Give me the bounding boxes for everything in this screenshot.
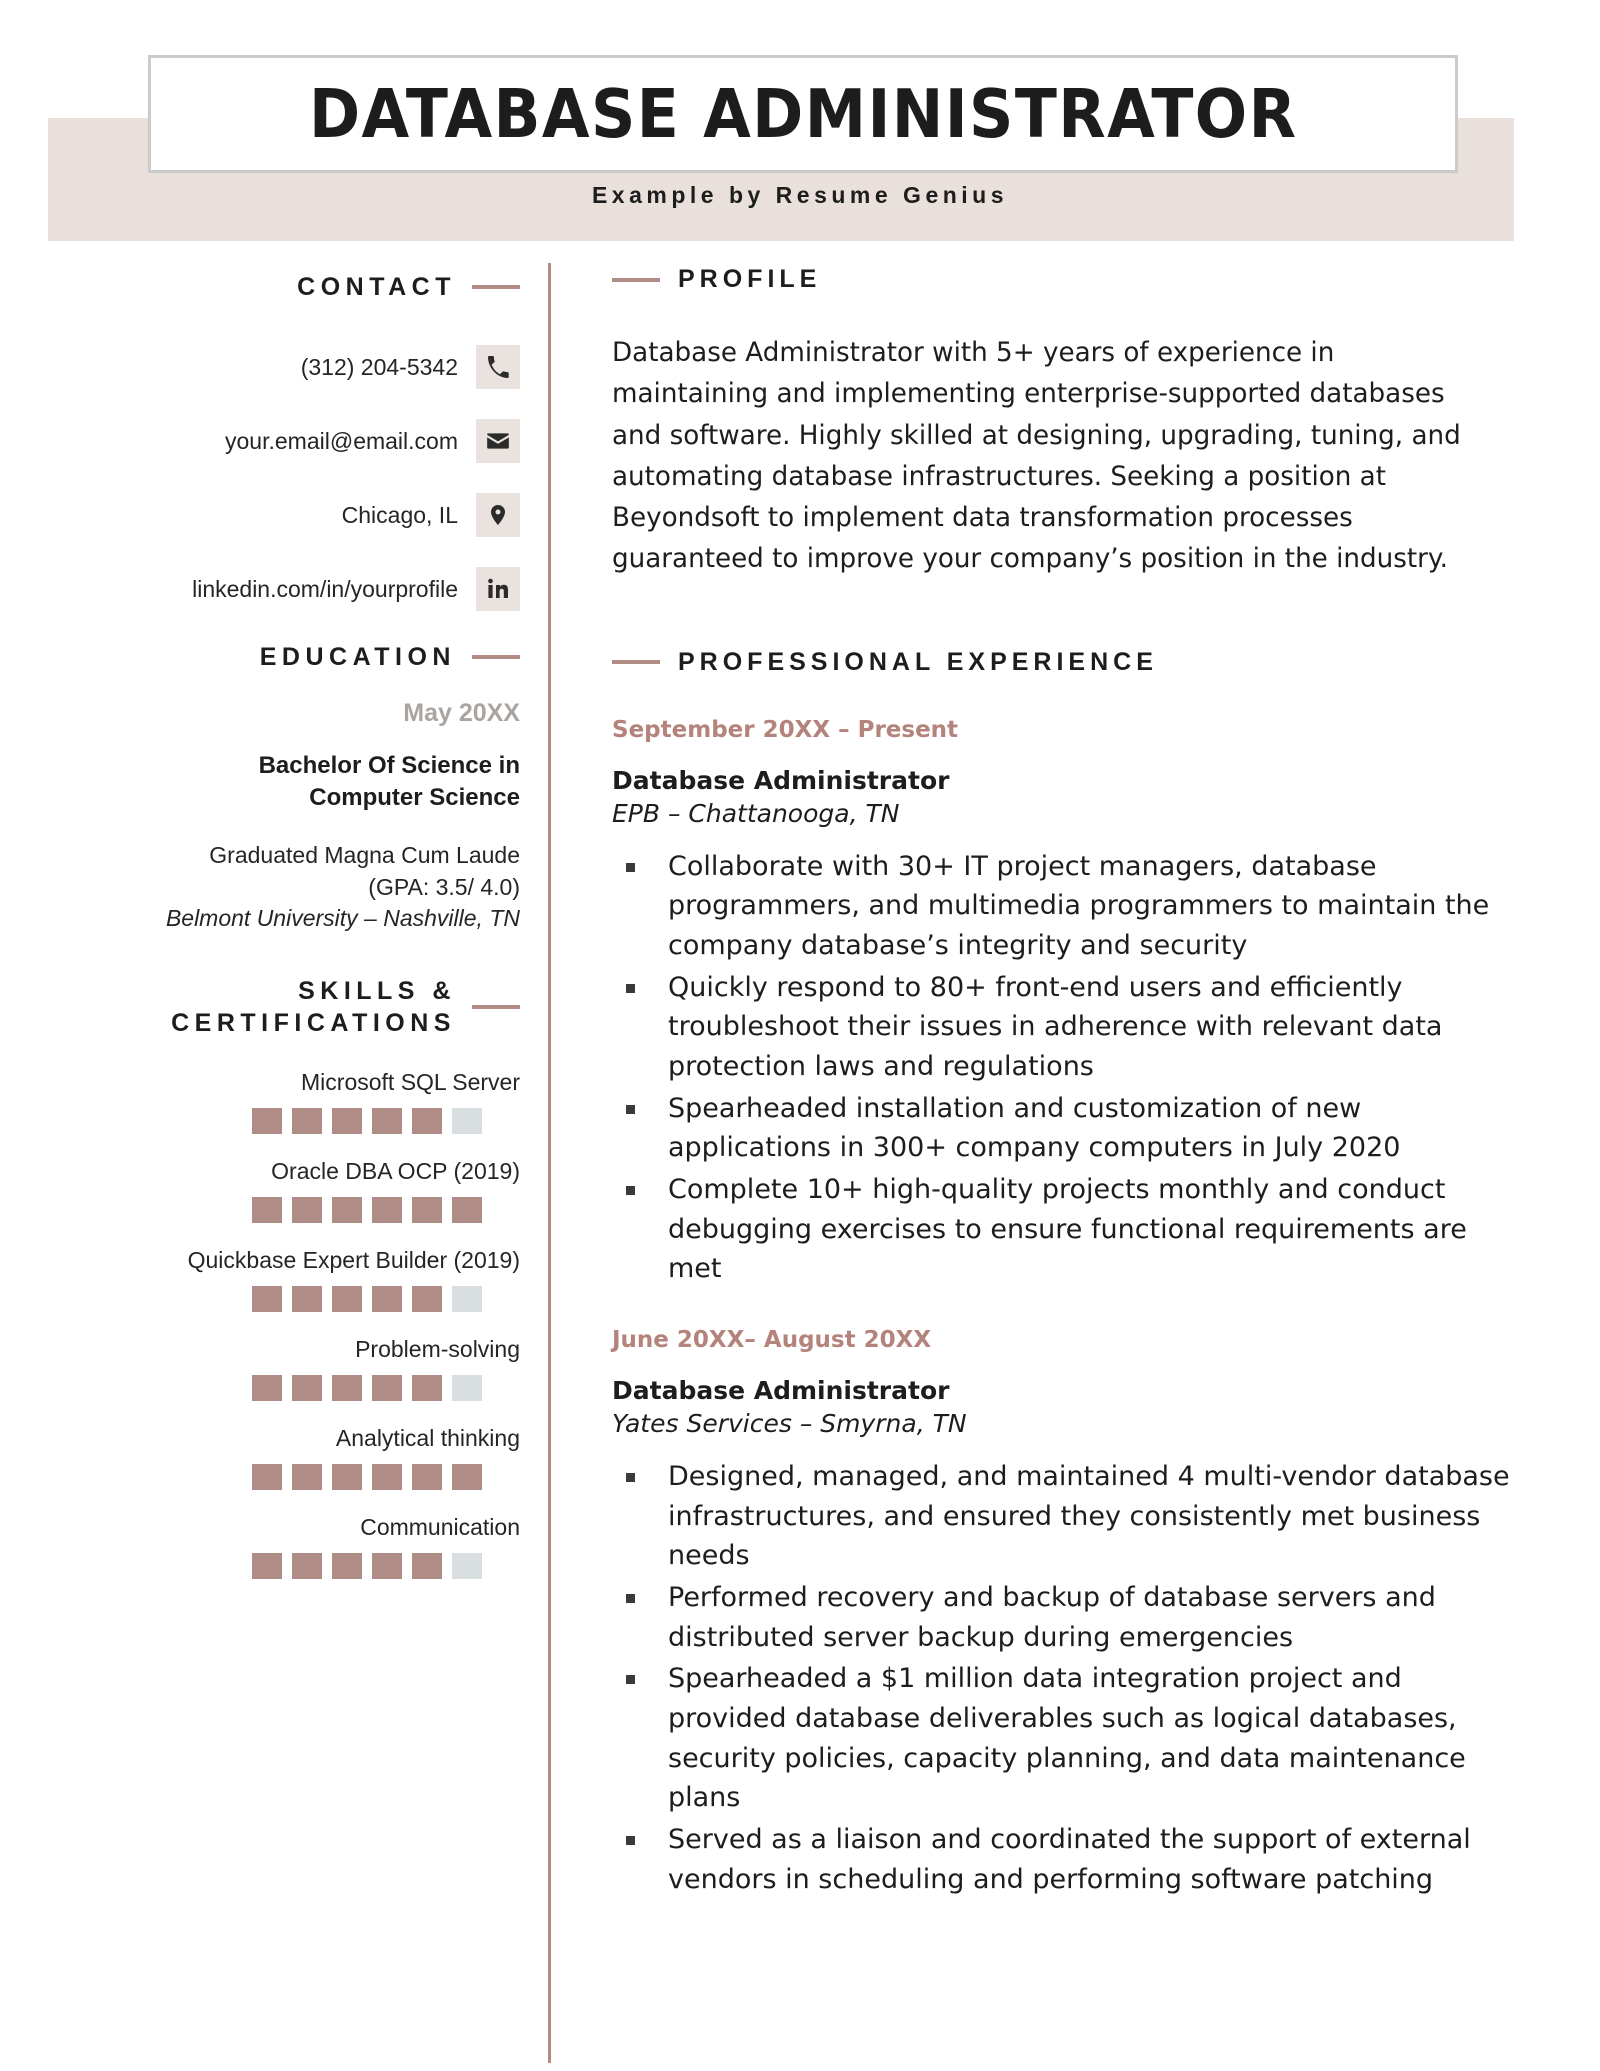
contact-location-text: Chicago, IL <box>341 501 458 528</box>
contact-linkedin-text: linkedin.com/in/yourprofile <box>192 575 458 602</box>
skill-square-empty <box>452 1108 482 1134</box>
skill-square-filled <box>332 1464 362 1490</box>
skill-square-empty <box>452 1375 482 1401</box>
skill-square-filled <box>292 1464 322 1490</box>
education-gpa: (GPA: 3.5/ 4.0) <box>368 873 520 900</box>
job-bullet: Spearheaded a $1 million data integration project and provided database deliverables such as logical databases, security policies, capacity planning, and data maintenance plans <box>612 1659 1520 1818</box>
skill-label: Analytical thinking <box>335 1425 520 1452</box>
contact-item-phone[interactable] <box>40 345 520 389</box>
column-divider <box>548 263 551 2063</box>
skill-square-filled <box>252 1553 282 1579</box>
skill-rating <box>40 1197 520 1223</box>
email-icon <box>476 419 520 463</box>
job-entry <box>612 717 1520 1289</box>
skill-square-filled <box>452 1464 482 1490</box>
job-date: June 20XX– August 20XX <box>612 1327 932 1354</box>
job-entry <box>612 1327 1520 1899</box>
skill-square-filled <box>412 1108 442 1134</box>
skill-square-filled <box>252 1375 282 1401</box>
education-degree-line1: Bachelor Of Science in <box>258 752 520 779</box>
header-subtitle: Example by Resume Genius <box>591 182 1009 208</box>
section-title-contact: CONTACT <box>297 273 456 301</box>
skill-rating <box>40 1286 520 1312</box>
skill-square-filled <box>412 1197 442 1223</box>
education-details <box>40 840 520 935</box>
skill-label: Microsoft SQL Server <box>301 1069 520 1096</box>
skill-square-empty <box>452 1553 482 1579</box>
contact-email-text: your.email@email.com <box>225 427 458 454</box>
skill-square-filled <box>252 1464 282 1490</box>
skill-square-filled <box>292 1375 322 1401</box>
skill-item <box>40 1247 520 1312</box>
skill-square-filled <box>372 1553 402 1579</box>
skill-square-filled <box>372 1108 402 1134</box>
job-bullet: Served as a liaison and coordinated the support of external vendors in scheduling and performing software patching <box>612 1820 1520 1899</box>
skill-square-filled <box>372 1464 402 1490</box>
skill-square-filled <box>412 1464 442 1490</box>
skill-square-filled <box>372 1286 402 1312</box>
skill-label: Oracle DBA OCP (2019) <box>271 1158 520 1185</box>
skills-heading-line1: SKILLS & <box>298 977 456 1006</box>
job-title: Database Administrator <box>612 1376 950 1406</box>
skill-item <box>40 1336 520 1401</box>
contact-item-linkedin[interactable] <box>40 567 520 611</box>
education-honors-line1: Graduated Magna Cum Laude <box>209 841 520 868</box>
skill-square-filled <box>332 1108 362 1134</box>
education-school: Belmont University – Nashville, TN <box>165 905 520 932</box>
job-bullet: Collaborate with 30+ IT project managers, database programmers, and multimedia programmers to maintain the company database’s integrity and security <box>612 847 1520 966</box>
job-bullet: Spearheaded installation and customization of new applications in 300+ company computers in July 2020 <box>612 1089 1520 1168</box>
skill-square-filled <box>332 1197 362 1223</box>
location-icon <box>476 493 520 537</box>
accent-rule <box>472 1005 520 1009</box>
job-company: Yates Services – Smyrna, TN <box>612 1409 967 1439</box>
skill-square-filled <box>292 1286 322 1312</box>
skill-square-filled <box>292 1553 322 1579</box>
section-header-experience <box>612 648 1520 677</box>
skills-heading-line2: CERTIFICATIONS <box>171 1009 456 1038</box>
job-bullets <box>612 847 1520 1290</box>
skills-list <box>40 1069 520 1579</box>
section-title-profile: PROFILE <box>678 265 822 293</box>
skill-square-empty <box>452 1286 482 1312</box>
contact-item-email[interactable] <box>40 419 520 463</box>
skill-label: Quickbase Expert Builder (2019) <box>187 1247 520 1274</box>
skill-square-filled <box>452 1197 482 1223</box>
main-content <box>520 265 1600 1901</box>
title-box <box>148 55 1458 173</box>
job-bullet: Performed recovery and backup of database servers and distributed server backup during emergencies <box>612 1578 1520 1657</box>
accent-rule <box>612 660 660 664</box>
skill-square-filled <box>372 1197 402 1223</box>
section-title-experience: PROFESSIONAL EXPERIENCE <box>678 647 1158 676</box>
job-bullet: Designed, managed, and maintained 4 multi-vendor database infrastructures, and ensured they consistently met business needs <box>612 1457 1520 1576</box>
skill-rating <box>40 1464 520 1490</box>
skill-square-filled <box>252 1108 282 1134</box>
skill-item <box>40 1425 520 1490</box>
skill-item <box>40 1514 520 1579</box>
section-header-profile <box>612 265 1520 294</box>
skill-square-filled <box>332 1375 362 1401</box>
resume-header <box>0 0 1600 245</box>
section-title-education: EDUCATION <box>259 643 456 671</box>
job-date: September 20XX – Present <box>612 716 959 743</box>
skill-square-filled <box>292 1197 322 1223</box>
skill-square-filled <box>412 1286 442 1312</box>
skill-rating <box>40 1553 520 1579</box>
job-bullets <box>612 1457 1520 1900</box>
education-date: May 20XX <box>403 699 520 727</box>
skill-square-filled <box>252 1197 282 1223</box>
linkedin-icon <box>476 567 520 611</box>
sidebar <box>0 265 520 1579</box>
job-company: EPB – Chattanooga, TN <box>612 799 900 829</box>
skill-item <box>40 1069 520 1134</box>
section-title-skills <box>171 975 456 1039</box>
skill-square-filled <box>252 1286 282 1312</box>
skill-label: Communication <box>360 1514 520 1541</box>
skill-rating <box>40 1108 520 1134</box>
skill-square-filled <box>332 1286 362 1312</box>
phone-icon <box>476 345 520 389</box>
contact-item-location[interactable] <box>40 493 520 537</box>
page-title: DATABASE ADMINISTRATOR <box>308 75 1298 153</box>
accent-rule <box>472 655 520 659</box>
skill-square-filled <box>372 1375 402 1401</box>
skill-square-filled <box>412 1553 442 1579</box>
education-degree-line2: Computer Science <box>309 783 520 811</box>
jobs-list <box>612 717 1520 1900</box>
skill-square-filled <box>292 1108 322 1134</box>
job-bullet: Complete 10+ high-quality projects monthly and conduct debugging exercises to ensure functional requirements are met <box>612 1170 1520 1289</box>
contact-phone-text: (312) 204-5342 <box>300 353 458 380</box>
profile-summary: Database Administrator with 5+ years of experience in maintaining and implementing enterprise-supported databases and software. Highly skilled at designing, upgrading, tuning, and automating database infrastructures. Seeking a position at Beyondsoft to implement data transformation processes guaranteed to improve your company’s position in the industry. <box>612 337 1461 575</box>
section-header-education <box>40 641 520 673</box>
skill-square-filled <box>412 1375 442 1401</box>
experience-section <box>612 648 1520 1900</box>
skill-item <box>40 1158 520 1223</box>
accent-rule <box>472 285 520 289</box>
job-title: Database Administrator <box>612 765 950 795</box>
resume-body <box>0 245 1600 1901</box>
job-bullet: Quickly respond to 80+ front-end users and efficiently troubleshoot their issues in adherence with relevant data protection laws and regulations <box>612 968 1520 1087</box>
accent-rule <box>612 278 660 282</box>
skill-label: Problem-solving <box>355 1336 520 1363</box>
skill-square-filled <box>332 1553 362 1579</box>
education-entry <box>40 699 520 935</box>
section-header-contact <box>40 271 520 303</box>
skill-rating <box>40 1375 520 1401</box>
contact-list <box>40 345 520 611</box>
section-header-skills <box>40 975 520 1039</box>
